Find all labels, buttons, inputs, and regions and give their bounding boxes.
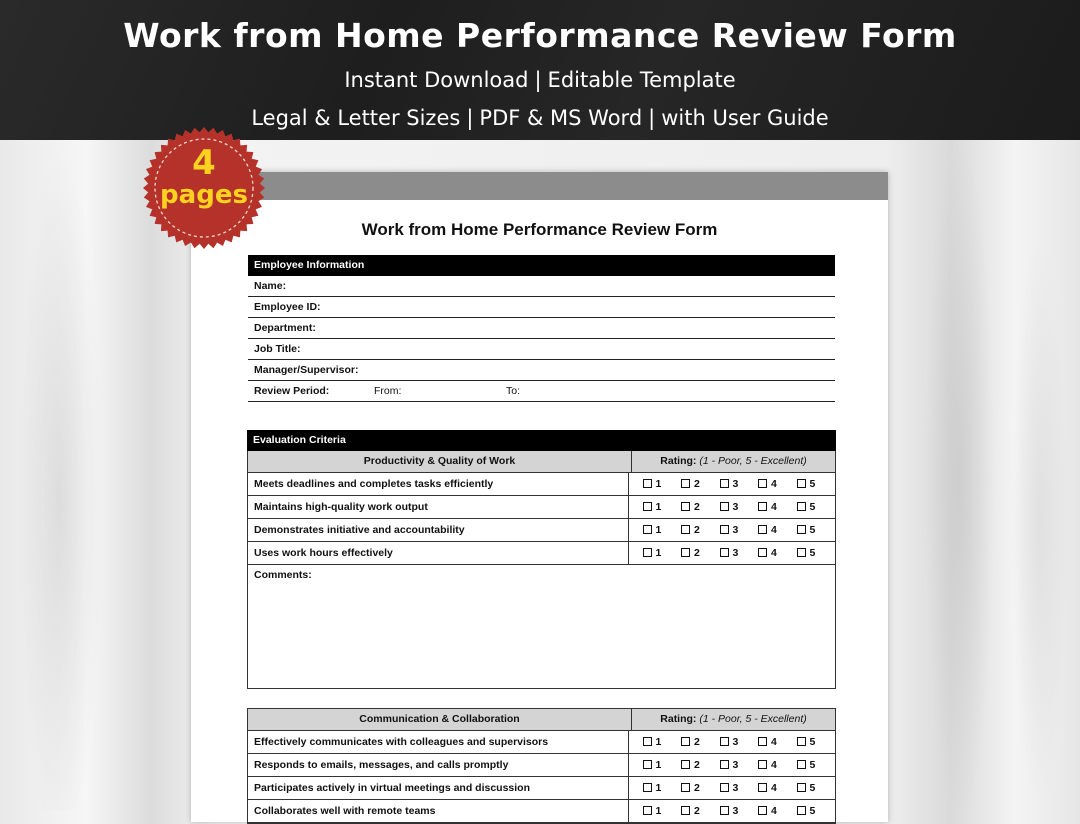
- checkbox-icon[interactable]: [758, 525, 767, 534]
- banner-feature: Instant Download: [344, 68, 529, 92]
- checkbox-icon[interactable]: [720, 806, 729, 815]
- rating-option[interactable]: [643, 759, 682, 776]
- rating-value: 3: [732, 478, 739, 490]
- rating-option[interactable]: [758, 547, 797, 564]
- rating-options: [629, 496, 836, 518]
- checkbox-icon[interactable]: [681, 525, 690, 534]
- field-review-period: [248, 381, 835, 402]
- rating-option[interactable]: [797, 524, 836, 541]
- checkbox-icon[interactable]: [681, 760, 690, 769]
- field-job-title: Job Title:: [248, 339, 835, 360]
- banner-title: Work from Home Performance Review Form: [123, 16, 957, 55]
- rating-value: 4: [771, 478, 777, 490]
- rating-value: 2: [694, 736, 700, 748]
- rating-value: 5: [809, 547, 816, 559]
- criterion-text: Meets deadlines and completes tasks efficiently: [248, 473, 629, 495]
- rating-value: 3: [732, 547, 739, 559]
- checkbox-icon[interactable]: [643, 806, 652, 815]
- checkbox-icon[interactable]: [797, 760, 806, 769]
- criterion-text: Maintains high-quality work output: [248, 496, 629, 518]
- rating-option[interactable]: [758, 782, 797, 799]
- table-header: [248, 709, 835, 731]
- rating-value: 4: [771, 547, 777, 559]
- rating-column-header: [632, 451, 835, 472]
- rating-option[interactable]: [720, 736, 759, 753]
- rating-value: 2: [694, 759, 700, 771]
- rating-value: 4: [771, 736, 777, 748]
- rating-options: [629, 800, 836, 822]
- checkbox-icon[interactable]: [681, 806, 690, 815]
- checkbox-icon[interactable]: [720, 525, 729, 534]
- review-period-label: Review Period:: [254, 385, 330, 397]
- rating-value: 5: [809, 805, 816, 817]
- rating-label: Rating:: [660, 713, 697, 725]
- checkbox-icon[interactable]: [797, 737, 806, 746]
- comments-field[interactable]: Comments:: [254, 569, 312, 581]
- checkbox-icon[interactable]: [720, 479, 729, 488]
- criterion-text: Uses work hours effectively: [248, 542, 629, 564]
- table-row: [248, 542, 835, 565]
- rating-option[interactable]: [758, 478, 797, 495]
- checkbox-icon[interactable]: [758, 806, 767, 815]
- criterion-text: Responds to emails, messages, and calls promptly: [248, 754, 629, 776]
- rating-option[interactable]: [720, 782, 759, 799]
- rating-options: [629, 473, 836, 495]
- document-title: Work from Home Performance Review Form: [361, 220, 718, 239]
- checkbox-icon[interactable]: [643, 548, 652, 557]
- criteria-column-header: Communication & Collaboration: [248, 709, 632, 730]
- review-period-to: To:: [506, 385, 521, 397]
- rating-option[interactable]: [681, 501, 720, 518]
- rating-value: 1: [655, 805, 662, 817]
- rating-value: 3: [732, 759, 739, 771]
- rating-value: 4: [771, 782, 777, 794]
- rating-option[interactable]: [681, 759, 720, 776]
- checkbox-icon[interactable]: [797, 525, 806, 534]
- rating-options: [629, 754, 836, 776]
- checkbox-icon[interactable]: [758, 502, 767, 511]
- rating-value: 5: [809, 524, 816, 536]
- checkbox-icon[interactable]: [643, 502, 652, 511]
- rating-value: 2: [694, 782, 700, 794]
- rating-scale: (1 - Poor, 5 - Excellent): [699, 455, 807, 467]
- badge-number: 4: [192, 143, 216, 183]
- checkbox-icon[interactable]: [797, 548, 806, 557]
- rating-option[interactable]: [758, 524, 797, 541]
- rating-option[interactable]: [758, 805, 797, 822]
- banner-feature: with User Guide: [661, 106, 829, 130]
- checkbox-icon[interactable]: [643, 783, 652, 792]
- banner-feature: PDF & MS Word: [479, 106, 643, 130]
- rating-value: 5: [809, 782, 816, 794]
- rating-value: 3: [732, 782, 739, 794]
- rating-option[interactable]: [797, 759, 836, 776]
- rating-option[interactable]: [643, 782, 682, 799]
- rating-option[interactable]: [758, 501, 797, 518]
- rating-option[interactable]: [643, 736, 682, 753]
- checkbox-icon[interactable]: [758, 737, 767, 746]
- banner-feature: Legal & Letter Sizes: [251, 106, 461, 130]
- rating-value: 3: [732, 524, 739, 536]
- badge-label: pages: [160, 180, 248, 210]
- rating-value: 1: [655, 478, 662, 490]
- rating-value: 1: [655, 782, 662, 794]
- checkbox-icon[interactable]: [797, 479, 806, 488]
- criteria-column-header: Productivity & Quality of Work: [248, 451, 632, 472]
- rating-option[interactable]: [643, 547, 682, 564]
- rating-option[interactable]: [643, 501, 682, 518]
- criterion-text: Effectively communicates with colleagues and supervisors: [248, 731, 629, 753]
- checkbox-icon[interactable]: [681, 479, 690, 488]
- rating-option[interactable]: [797, 501, 836, 518]
- rating-value: 5: [809, 736, 816, 748]
- rating-option[interactable]: [797, 782, 836, 799]
- rating-option[interactable]: [797, 478, 836, 495]
- rating-option[interactable]: [681, 736, 720, 753]
- checkbox-icon[interactable]: [797, 783, 806, 792]
- separator: |: [534, 68, 542, 92]
- rating-option[interactable]: [643, 478, 682, 495]
- rating-option[interactable]: [720, 524, 759, 541]
- table-row: [248, 519, 835, 542]
- table-row: [248, 777, 835, 800]
- communication-section: [247, 708, 836, 824]
- field-manager-supervisor: Manager/Supervisor:: [248, 360, 835, 381]
- rating-option[interactable]: [720, 501, 759, 518]
- checkbox-icon[interactable]: [758, 479, 767, 488]
- checkbox-icon[interactable]: [681, 502, 690, 511]
- table-row: [248, 800, 835, 823]
- checkbox-icon[interactable]: [720, 548, 729, 557]
- rating-options: [629, 542, 836, 564]
- rating-option[interactable]: [720, 805, 759, 822]
- rating-value: 2: [694, 547, 700, 559]
- checkbox-icon[interactable]: [758, 760, 767, 769]
- field-employee-id: Employee ID:: [248, 297, 835, 318]
- rating-value: 4: [771, 759, 777, 771]
- rating-options: [629, 731, 836, 753]
- field-department: Department:: [248, 318, 835, 339]
- field-name: Name:: [248, 276, 835, 297]
- rating-value: 3: [732, 501, 739, 513]
- rating-value: 5: [809, 759, 816, 771]
- rating-value: 5: [809, 501, 816, 513]
- rating-option[interactable]: [720, 547, 759, 564]
- checkbox-icon[interactable]: [797, 502, 806, 511]
- checkbox-icon[interactable]: [720, 760, 729, 769]
- table-row: [248, 473, 835, 496]
- rating-option[interactable]: [681, 547, 720, 564]
- rating-value: 2: [694, 805, 700, 817]
- criteria-table: [247, 708, 836, 824]
- rating-value: 1: [655, 524, 662, 536]
- rating-option[interactable]: [643, 805, 682, 822]
- table-row: [248, 731, 835, 754]
- rating-value: 2: [694, 501, 700, 513]
- rating-value: 3: [732, 805, 739, 817]
- rating-option[interactable]: [681, 524, 720, 541]
- checkbox-icon[interactable]: [643, 760, 652, 769]
- rating-option[interactable]: [758, 759, 797, 776]
- rating-value: 1: [655, 547, 662, 559]
- table-row: [248, 754, 835, 777]
- rating-options: [629, 519, 836, 541]
- criteria-table: [247, 451, 836, 689]
- rating-option[interactable]: [681, 805, 720, 822]
- rating-option[interactable]: [720, 478, 759, 495]
- rating-option[interactable]: [643, 524, 682, 541]
- rating-option[interactable]: [681, 478, 720, 495]
- pages-badge: [142, 126, 266, 250]
- separator: |: [466, 106, 474, 130]
- rating-option[interactable]: [758, 736, 797, 753]
- review-period-from: From:: [374, 385, 402, 397]
- checkbox-icon[interactable]: [681, 737, 690, 746]
- section-heading: Evaluation Criteria: [247, 430, 836, 451]
- checkbox-icon[interactable]: [643, 737, 652, 746]
- criterion-text: Participates actively in virtual meetings and discussion: [248, 777, 629, 799]
- separator: |: [648, 106, 656, 130]
- checkbox-icon[interactable]: [720, 783, 729, 792]
- checkbox-icon[interactable]: [681, 548, 690, 557]
- rating-value: 4: [771, 501, 777, 513]
- rating-label: Rating:: [660, 455, 697, 467]
- banner-subtitle-line-1: [0, 68, 1080, 92]
- rating-value: 1: [655, 736, 662, 748]
- checkbox-icon[interactable]: [643, 525, 652, 534]
- checkbox-icon[interactable]: [797, 806, 806, 815]
- document-page: [191, 172, 888, 822]
- rating-option[interactable]: [681, 782, 720, 799]
- rating-option[interactable]: [797, 736, 836, 753]
- rating-value: 2: [694, 478, 700, 490]
- rating-value: 4: [771, 524, 777, 536]
- header-banner: [0, 0, 1080, 140]
- rating-value: 2: [694, 524, 700, 536]
- evaluation-criteria-section: [247, 430, 836, 689]
- checkbox-icon[interactable]: [720, 502, 729, 511]
- rating-value: 1: [655, 501, 662, 513]
- rating-column-header: [632, 709, 835, 730]
- rating-value: 1: [655, 759, 662, 771]
- banner-feature: Editable Template: [547, 68, 736, 92]
- employee-information-section: [248, 255, 835, 402]
- table-row: [248, 496, 835, 519]
- checkbox-icon[interactable]: [720, 737, 729, 746]
- criterion-text: Demonstrates initiative and accountability: [248, 519, 629, 541]
- checkbox-icon[interactable]: [758, 548, 767, 557]
- rating-option[interactable]: [797, 805, 836, 822]
- checkbox-icon[interactable]: [758, 783, 767, 792]
- rating-value: 3: [732, 736, 739, 748]
- checkbox-icon[interactable]: [681, 783, 690, 792]
- page-top-bar: [191, 172, 888, 200]
- rating-options: [629, 777, 836, 799]
- checkbox-icon[interactable]: [643, 479, 652, 488]
- rating-option[interactable]: [797, 547, 836, 564]
- rating-value: 4: [771, 805, 777, 817]
- rating-scale: (1 - Poor, 5 - Excellent): [699, 713, 807, 725]
- section-heading: Employee Information: [248, 255, 835, 276]
- table-header: [248, 451, 835, 473]
- rating-value: 5: [809, 478, 816, 490]
- criterion-text: Collaborates well with remote teams: [248, 800, 629, 822]
- rating-option[interactable]: [720, 759, 759, 776]
